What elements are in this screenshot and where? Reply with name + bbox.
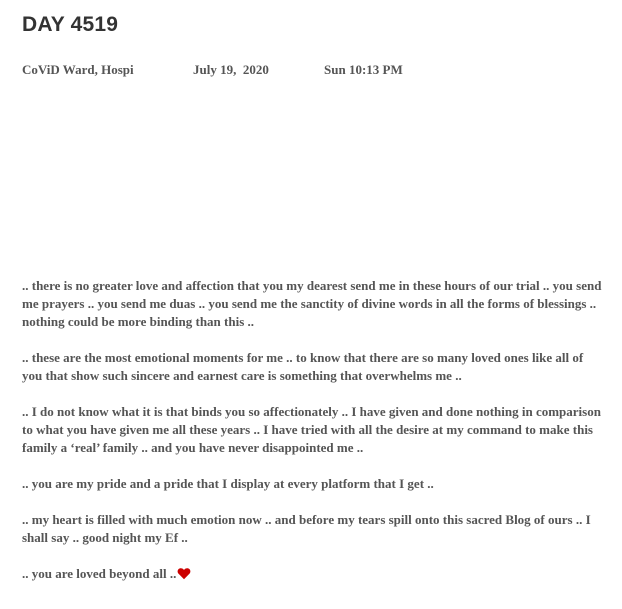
heart-icon [177, 567, 191, 585]
paragraph: .. you are my pride and a pride that I display at every platform that I get .. [22, 476, 434, 491]
post-title: DAY 4519 [22, 13, 119, 36]
closing-line [22, 565, 602, 585]
post-meta [22, 62, 602, 82]
post-location: CoViD Ward, Hospi [22, 62, 134, 77]
paragraph: .. these are the most emotional moments for me .. to know that there are so many loved ones like all of you that show such sincere and earnest care is something that overwhelms me .. [22, 350, 584, 383]
post-body [22, 277, 602, 603]
paragraph: .. my heart is filled with much emotion now .. and before my tears spill onto this sacred Blog of ours .. I shall say .. good night my Ef .. [22, 512, 591, 545]
post-time: Sun 10:13 PM [324, 62, 403, 77]
paragraph: .. there is no greater love and affection that you my dearest send me in these hours of our trial .. you send me prayers .. you send me duas .. you send me the sanctity of divine words in all the forms of blessings .. nothing could be more binding than this .. [22, 278, 602, 329]
blog-post [22, 12, 602, 581]
closing-text: .. you are loved beyond all .. [22, 566, 177, 581]
post-date: July 19, 2020 [193, 62, 269, 77]
paragraph: .. I do not know what it is that binds you so affectionately .. I have given and done nothing in comparison to what you have given me all these years .. I have tried with all the desire at my command to make this family a ‘real’ family .. and you have never disappointed me .. [22, 404, 601, 455]
